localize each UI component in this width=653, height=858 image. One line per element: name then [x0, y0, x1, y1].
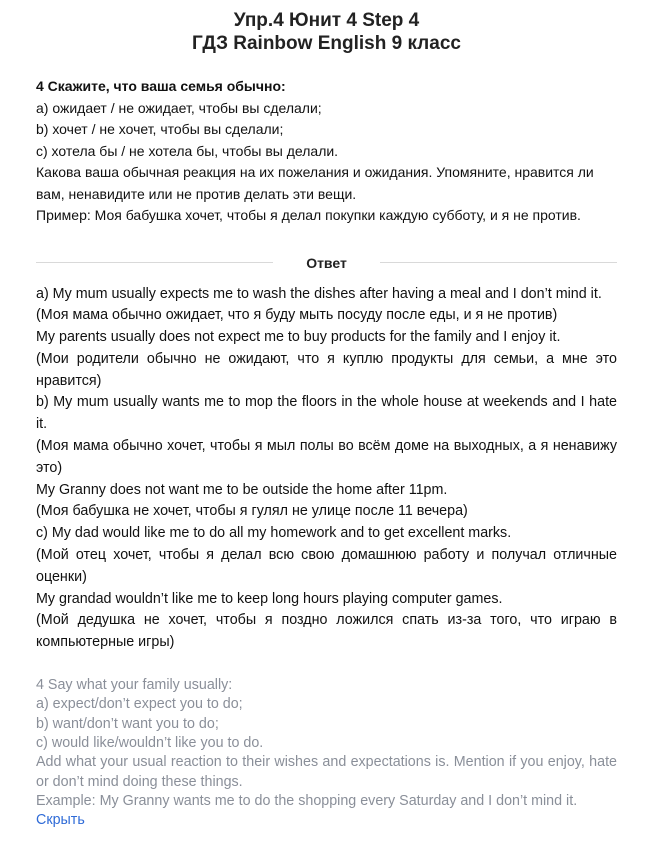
- answer-line: (Мои родители обычно не ожидают, что я куплю продукты для семьи, а мне это нравится): [36, 350, 617, 389]
- original-task-line: c) would like/wouldn’t like you to do.: [36, 734, 264, 751]
- answer-line: (Моя мама обычно хочет, чтобы я мыл полы во всём доме на выходных, а я ненавижу это): [36, 438, 617, 476]
- answer-line: (Моя бабушка не хочет, чтобы я гулял не улице после 11 вечера): [36, 503, 468, 520]
- original-task-line: Example: My Granny wants me to do the shopping every Saturday and I don’t mind it.: [36, 792, 578, 809]
- answer-line: (Мой дедушка не хочет, чтобы я поздно ложился спать из-за того, что играю в компьютерные игры): [36, 612, 617, 651]
- task-line: c) хотела бы / не хотела бы, чтобы вы делали.: [36, 142, 339, 159]
- answer-line: (Моя мама обычно ожидает, что я буду мыть посуду после еды, и я не против): [36, 307, 558, 324]
- divider-line-left: [36, 262, 273, 263]
- original-task-line: Add what your usual reaction to their wishes and expectations is. Mention if you enjoy, hate or don’t mind doing these things.: [36, 754, 617, 790]
- original-task-line: 4 Say what your family usually:: [36, 677, 233, 694]
- original-task-block: [36, 676, 617, 830]
- answer-block: [36, 284, 617, 655]
- divider-line-right: [380, 262, 617, 263]
- task-line: a) ожидает / не ожидает, чтобы вы сделали;: [36, 99, 322, 116]
- answer-line: b) My mum usually wants me to mop the floors in the whole house at weekends and I hate it.: [36, 394, 617, 433]
- task-line: b) хочет / не хочет, чтобы вы сделали;: [36, 121, 284, 137]
- answer-line: c) My dad would like me to do all my homework and to get excellent marks.: [36, 525, 512, 542]
- hide-link[interactable]: Скрыть: [36, 812, 85, 829]
- answer-divider: [36, 254, 617, 272]
- answer-line: My Granny does not want me to be outside the home after 11pm.: [36, 481, 448, 498]
- answer-line: My parents usually does not expect me to buy products for the family and I enjoy it.: [36, 329, 561, 346]
- original-task-line: b) want/don’t want you to do;: [36, 715, 219, 732]
- page-title: [36, 0, 617, 55]
- task-block: [36, 76, 617, 227]
- title-line-2: ГДЗ Rainbow English 9 класс: [192, 33, 461, 54]
- title-line-1: Упр.4 Юнит 4 Step 4: [233, 10, 420, 31]
- task-heading: 4 Скажите, что ваша семья обычно:: [36, 78, 286, 94]
- answer-line: My grandad wouldn’t like me to keep long hours playing computer games.: [36, 590, 503, 607]
- answer-label: Ответ: [306, 254, 347, 271]
- original-task-line: a) expect/don’t expect you to do;: [36, 696, 243, 713]
- task-line: Какова ваша обычная реакция на их пожелания и ожидания. Упомяните, нравится ли вам, ненавидите или не против делать эти вещи.: [36, 164, 594, 202]
- answer-line: (Мой отец хочет, чтобы я делал всю свою домашнюю работу и получал отличные оценки): [36, 547, 617, 585]
- answer-line: a) My mum usually expects me to wash the dishes after having a meal and I don’t mind it.: [36, 285, 602, 302]
- task-line: Пример: Моя бабушка хочет, чтобы я делал покупки каждую субботу, и я не против.: [36, 207, 581, 223]
